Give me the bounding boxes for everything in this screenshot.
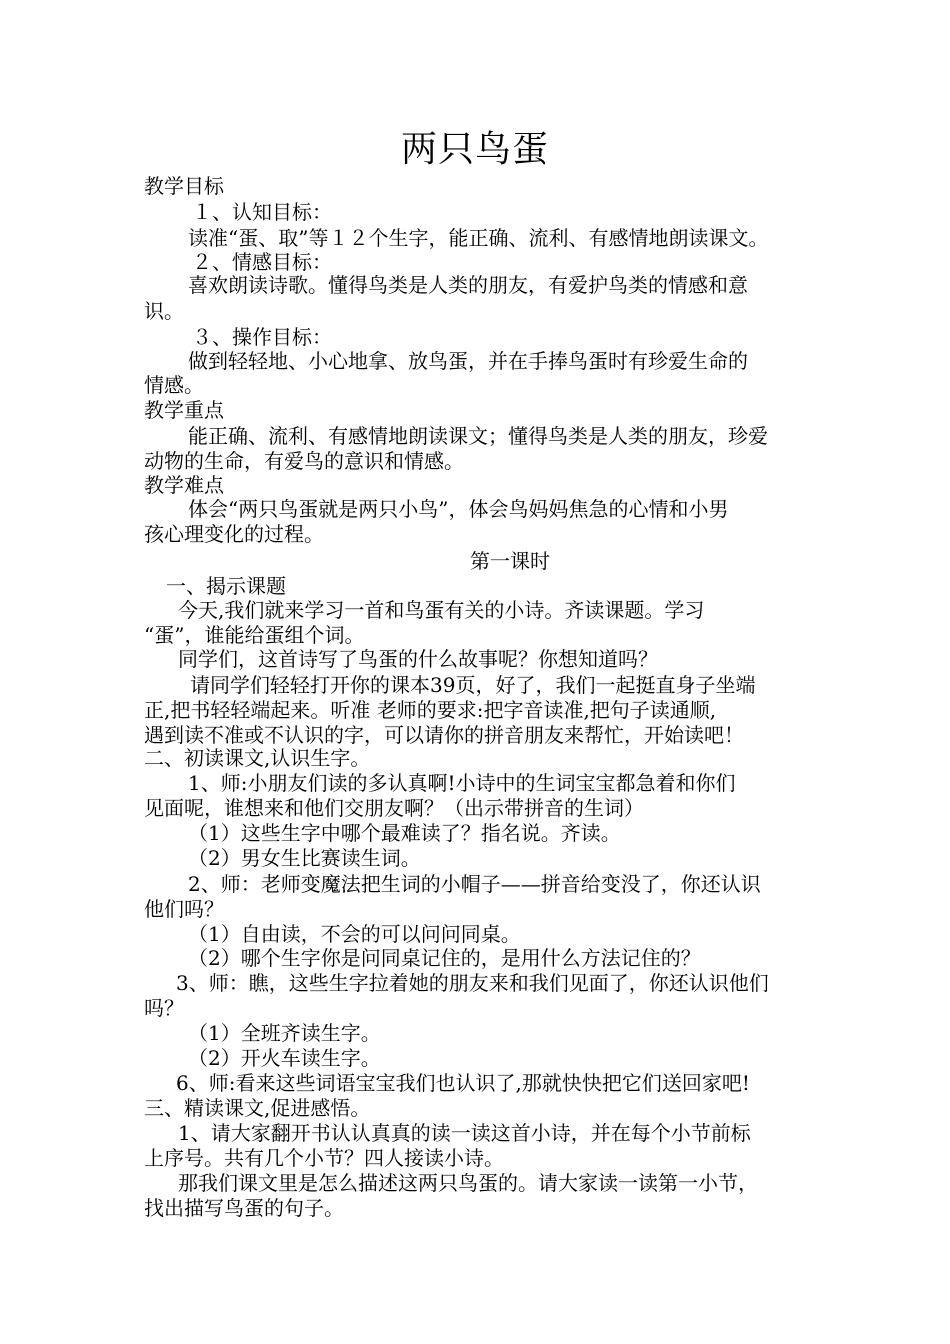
- paragraph-line: 吗？: [144, 996, 184, 1020]
- paragraph-line: 正,把书轻轻端起来。听准 老师的要求:把字音读准,把句子读通顺,: [144, 698, 717, 722]
- paragraph-line: 2、师：老师变魔法把生词的小帽子——拼音给变没了，你还认识: [188, 872, 761, 896]
- paragraph-line: ２、情感目标：: [192, 250, 332, 274]
- paragraph-line: 同学们，这首诗写了鸟蛋的什么故事呢？你想知道吗？: [178, 647, 658, 671]
- paragraph-line: “蛋”，谁能给蛋组个词。: [144, 623, 365, 647]
- paragraph-line: 见面呢，谁想来和他们交朋友啊？（出示带拼音的生词）: [144, 796, 644, 820]
- paragraph-line: 他们吗？: [144, 897, 224, 921]
- paragraph-line: （1）自由读，不会的可以问问同桌。: [188, 922, 521, 946]
- document-title: 两只鸟蛋: [400, 129, 549, 170]
- paragraph-line: ３、操作目标：: [192, 325, 332, 349]
- paragraph-line: 遇到读不准或不认识的字，可以请你的拼音朋友来帮忙，开始读吧！: [144, 723, 744, 747]
- paragraph-line: 喜欢朗读诗歌。懂得鸟类是人类的朋友，有爱护鸟类的情感和意: [188, 273, 748, 297]
- paragraph-line: 做到轻轻地、小心地拿、放鸟蛋，并在手捧鸟蛋时有珍爱生命的: [188, 349, 748, 373]
- paragraph-line: （2）开火车读生字。: [188, 1046, 381, 1070]
- paragraph-line: 找出描写鸟蛋的句子。: [144, 1196, 344, 1220]
- paragraph-line: 1、请大家翻开书认认真真的读一读这首小诗，并在每个小节前标: [178, 1121, 751, 1145]
- paragraph-line: 情感。: [144, 373, 204, 397]
- paragraph-line: （1）这些生字中哪个最难读了？指名说。齐读。: [188, 821, 621, 845]
- paragraph-line: 孩心理变化的过程。: [144, 522, 324, 546]
- paragraph-line: 3、师：瞧，这些生字拉着她的朋友来和我们见面了，你还认识他们: [176, 971, 769, 995]
- section-heading-key-points: 教学重点: [144, 398, 224, 422]
- paragraph-line: １、认知目标：: [192, 200, 332, 224]
- paragraph-line: （2）哪个生字你是问同桌记住的，是用什么方法记住的？: [188, 946, 701, 970]
- paragraph-line: （2）男女生比赛读生词。: [188, 846, 421, 870]
- paragraph-line: 那我们课文里是怎么描述这两只鸟蛋的。请大家读一读第一小节，: [178, 1171, 758, 1195]
- paragraph-line: 6、师:看来这些词语宝宝我们也认识了,那就快快把它们送回家吧!: [176, 1071, 750, 1095]
- paragraph-line: 体会“两只鸟蛋就是两只小鸟”，体会鸟妈妈焦急的心情和小男: [188, 497, 729, 521]
- paragraph-line: （1）全班齐读生字。: [188, 1021, 381, 1045]
- section-heading: 二、初读课文,认识生字。: [144, 746, 371, 770]
- paragraph-line: 识。: [144, 299, 184, 323]
- paragraph-line: 能正确、流利、有感情地朗读课文；懂得鸟类是人类的朋友，珍爱: [188, 424, 768, 448]
- section-heading: 一、揭示课题: [166, 574, 286, 598]
- paragraph-line: 请同学们轻轻打开你的课本39页，好了，我们一起挺直身子坐端: [190, 673, 756, 697]
- paragraph-line: 上序号。共有几个小节？四人接读小诗。: [144, 1146, 504, 1170]
- section-heading-difficulties: 教学难点: [144, 473, 224, 497]
- paragraph-line: 今天,我们就来学习一首和鸟蛋有关的小诗。齐读课题。学习: [178, 598, 705, 622]
- paragraph-line: 读准“蛋、取”等１２个生字，能正确、流利、有感情地朗读课文。: [188, 226, 769, 250]
- section-heading: 三、精读课文,促进感悟。: [144, 1096, 371, 1120]
- paragraph-line: 1、师:小朋友们读的多认真啊!小诗中的生词宝宝都急着和你们: [188, 771, 736, 795]
- section-heading-objectives: 教学目标: [144, 174, 224, 198]
- paragraph-line: 动物的生命，有爱鸟的意识和情感。: [144, 449, 464, 473]
- lesson-period-heading: 第一课时: [470, 549, 550, 573]
